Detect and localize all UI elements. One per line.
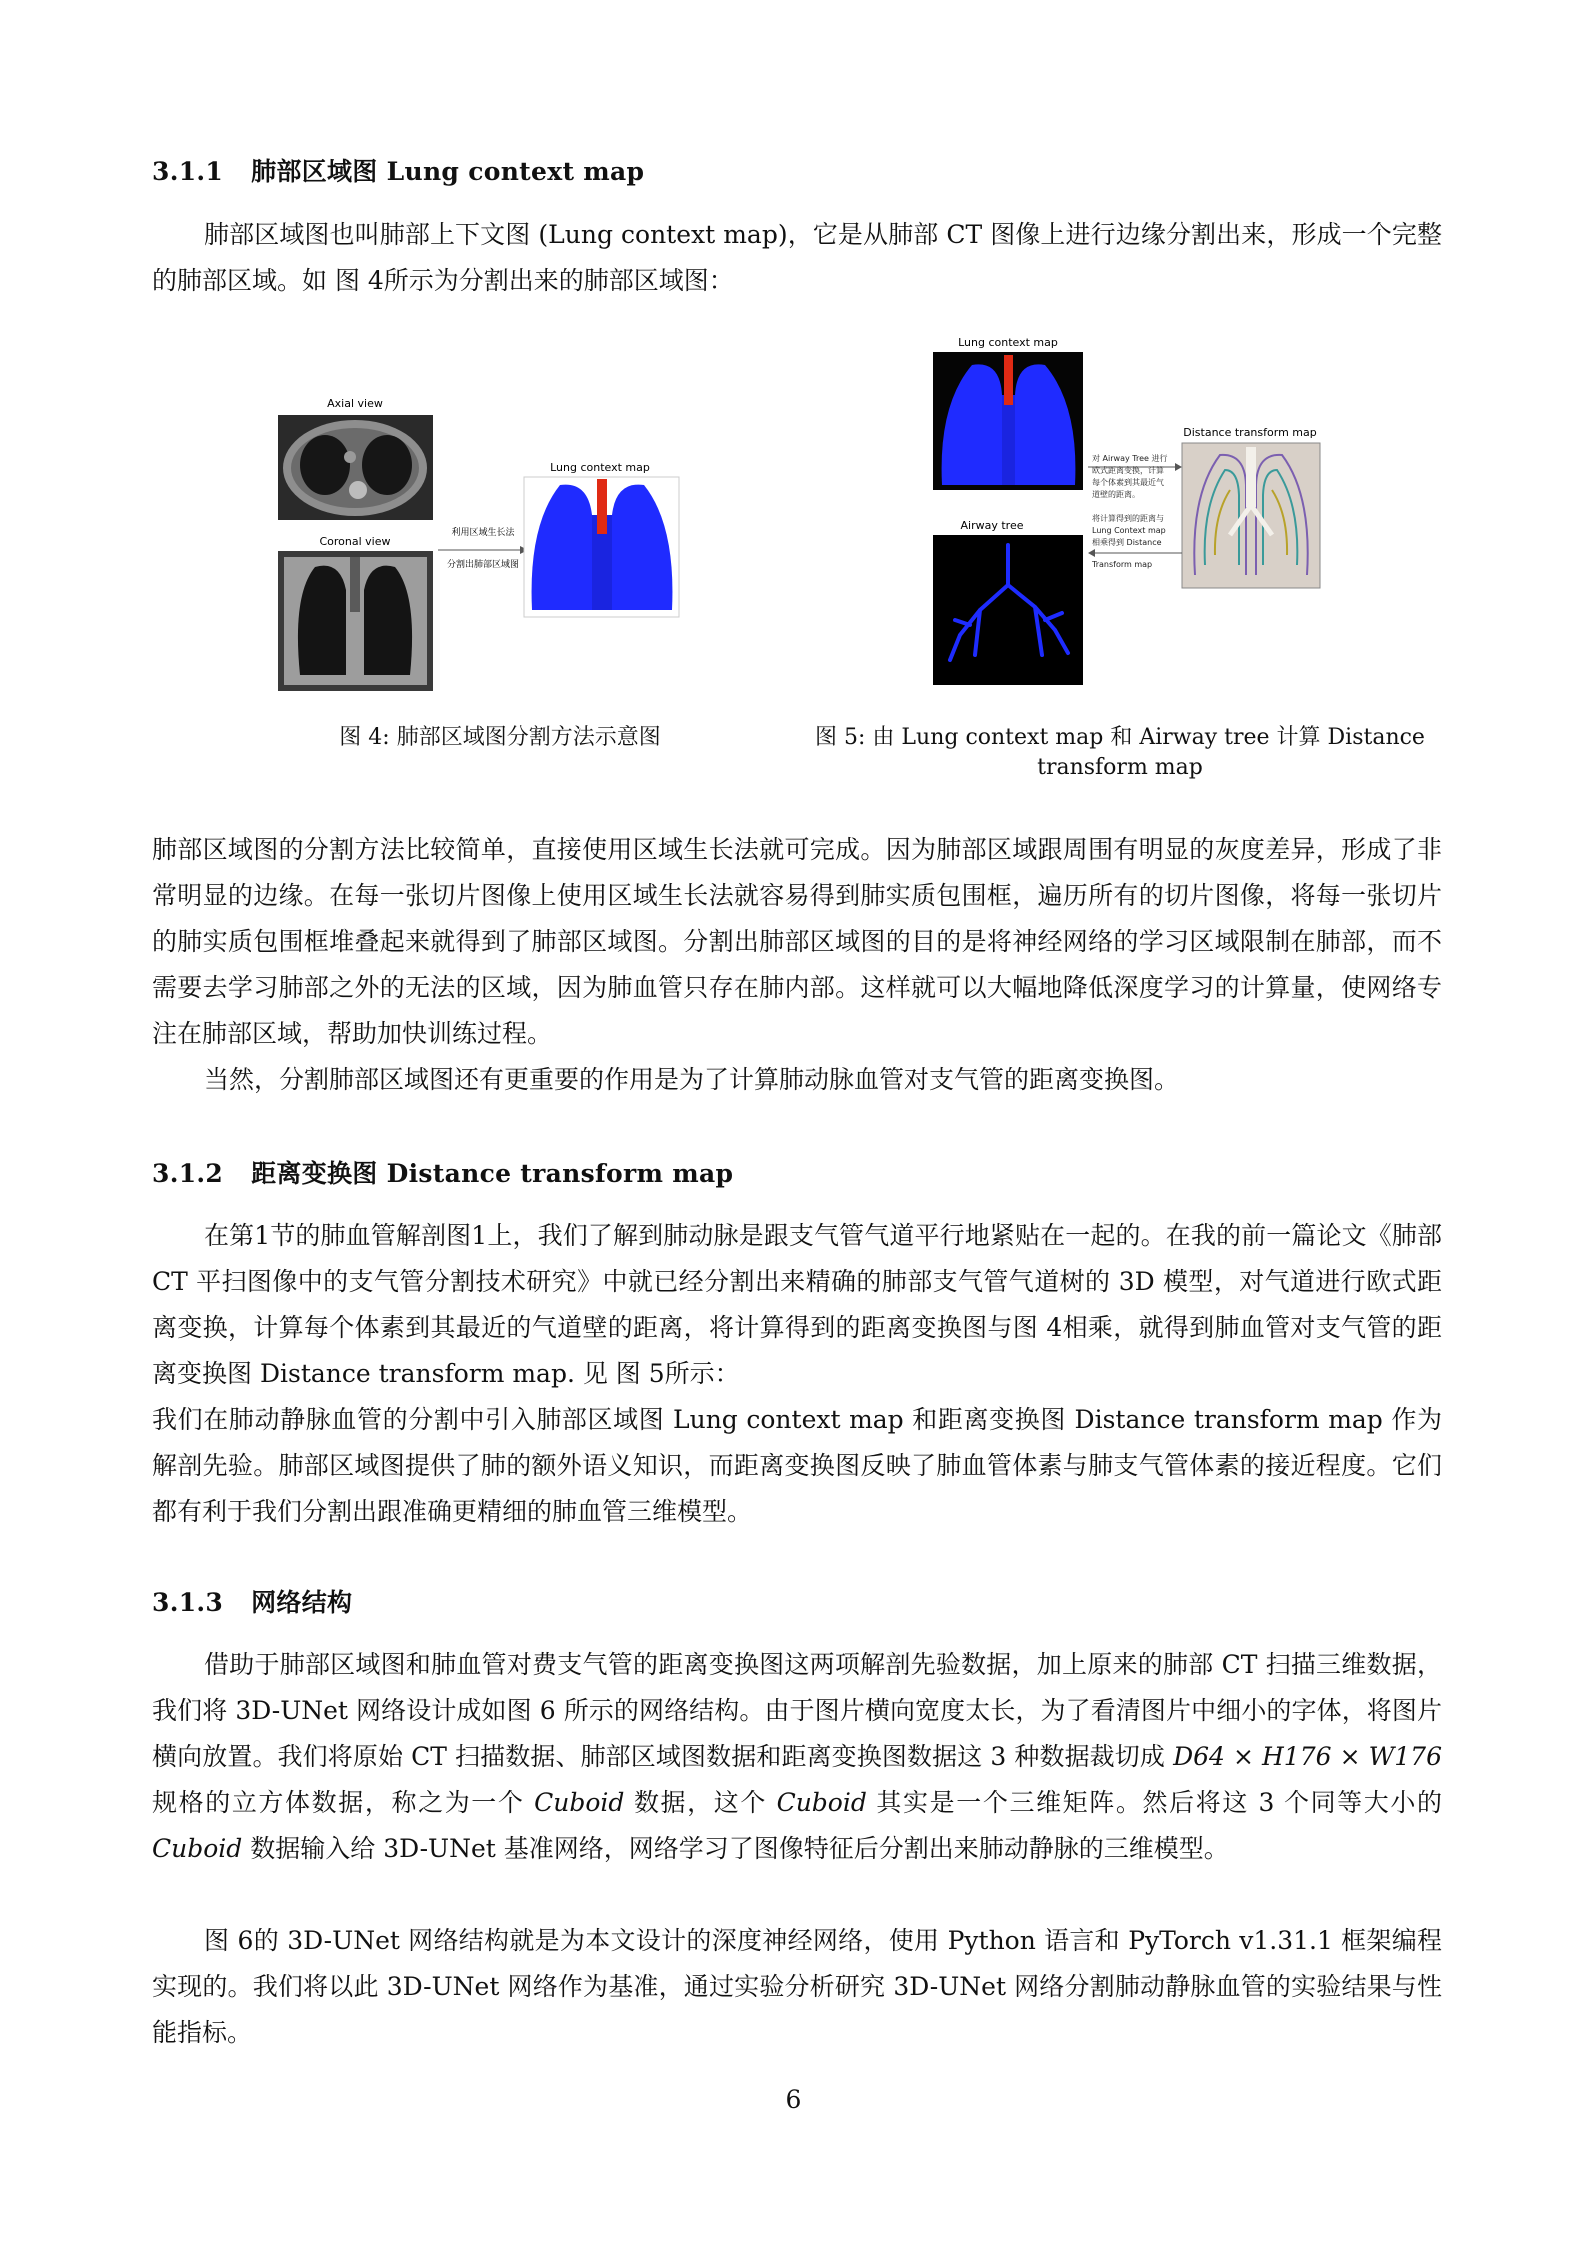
distance-map-label: Distance transform map	[1183, 426, 1317, 439]
section-heading-3-1-1: 3.1.1 肺部区域图 Lung context map	[152, 157, 645, 186]
svg-text:Lung Context map: Lung Context map	[1092, 526, 1166, 535]
page-number: 6	[785, 2085, 802, 2114]
airway-tree-image	[933, 535, 1083, 685]
svg-text:将计算得到的距离与: 将计算得到的距离与	[1092, 514, 1164, 523]
svg-text:对 Airway Tree 进行: 对 Airway Tree 进行	[1092, 454, 1168, 463]
arrow-label-top: 利用区域生长法	[451, 528, 515, 538]
axial-ct-image	[278, 415, 433, 520]
figure-5-caption: 图 5: 由 Lung context map 和 Airway tree 计算 Distance transform map	[815, 725, 1425, 780]
svg-text:每个体素到其最近气: 每个体素到其最近气	[1092, 478, 1164, 487]
cuboid-dimension-math: D64 × H176 × W176	[1173, 1742, 1442, 1771]
fig5-lung-context-image	[933, 352, 1083, 490]
coronal-view-label: Coronal view	[319, 535, 391, 548]
svg-text:相乘得到 Distance: 相乘得到 Distance	[1092, 538, 1162, 547]
fig5-arrow-left	[1088, 549, 1182, 557]
paragraph-7: 图 6的 3D-UNet 网络结构就是为本文设计的深度神经网络，使用 Python 语言和 PyTorch v1.31.1 框架编程实现的。我们将以此 3D-UNet 网络作为基准，通过实验分析研究 3D-UNet 网络分割肺动静脉血管的实验结果与性能指标。	[152, 1926, 1442, 2047]
distance-transform-image	[1182, 443, 1320, 588]
figure-5	[930, 335, 1350, 695]
paragraph-4: 在第1节的肺血管解剖图1上，我们了解到肺动脉是跟支气管气道平行地紧贴在一起的。在我的前一篇论文《肺部 CT 平扫图像中的支气管分割技术研究》中就已经分割出来精确的肺部支气管气道树的 3D 模型，对气道进行欧式距离变换，计算每个体素到其最近的气道壁的距离，将计算得到的距离变换图与图 4相乘，就得到肺血管对支气管的距离变换图 Distance transform map. 见 图 5所示：	[152, 1221, 1442, 1388]
segmentation-arrow	[438, 526, 528, 570]
axial-view-label: Axial view	[327, 397, 383, 410]
svg-text:道壁的距离。: 道壁的距离。	[1092, 490, 1140, 499]
fig5-lung-context-label: Lung context map	[958, 336, 1058, 349]
lung-context-map-label: Lung context map	[550, 461, 650, 474]
fig5-note-2	[1091, 513, 1166, 569]
paragraph-6: 借助于肺部区域图和肺血管对费支气管的距离变换图这两项解剖先验数据，加上原来的肺部 CT 扫描三维数据，我们将 3D-UNet 网络设计成如图 6 所示的网络结构。由于图片横向宽度太长，为了看清图片中细小的字体，将图片横向放置。我们将原始 CT 扫描数据、肺部区域图数据和距离变换图数据这 3 种数据裁切成 D64 × H176 × W176 规格的立方体数据，称之为一个 Cuboid 数据，这个 Cuboid 其实是一个三维矩阵。然后将这 3 个同等大小的 Cuboid 数据输入给 3D-UNet 基准网络，网络学习了图像特征后分割出来肺动静脉的三维模型。	[152, 1650, 1443, 1863]
paragraph-1: 肺部区域图也叫肺部上下文图 (Lung context map)，它是从肺部 CT 图像上进行边缘分割出来，形成一个完整的肺部区域。如 图 4所示为分割出来的肺部区域图：	[152, 220, 1442, 295]
paragraph-5: 我们在肺动静脉血管的分割中引入肺部区域图 Lung context map 和距离变换图 Distance transform map 作为解剖先验。肺部区域图提供了肺的额外语义知识，而距离变换图反映了肺血管体素与肺支气管体素的接近程度。它们都有利于我们分割出跟准确更精细的肺血管三维模型。	[152, 1405, 1442, 1526]
figure-4	[270, 385, 690, 700]
airway-tree-label: Airway tree	[960, 519, 1024, 532]
arrow-label-bottom: 分割出肺部区域图	[446, 560, 520, 570]
figure-4-caption: 图 4: 肺部区域图分割方法示意图	[339, 725, 661, 750]
coronal-ct-image	[278, 551, 433, 691]
paragraph-3: 当然，分割肺部区域图还有更重要的作用是为了计算肺动脉血管对支气管的距离变换图。	[204, 1065, 1180, 1094]
svg-text:欧式距离变换，计算: 欧式距离变换，计算	[1092, 466, 1164, 475]
svg-text:Transform map: Transform map	[1092, 560, 1153, 569]
lung-context-map-image	[524, 477, 679, 617]
fig5-note-1	[1092, 453, 1167, 499]
section-heading-3-1-2: 3.1.2 距离变换图 Distance transform map	[152, 1159, 734, 1188]
paragraph-2: 肺部区域图的分割方法比较简单，直接使用区域生长法就可完成。因为肺部区域跟周围有明显的灰度差异，形成了非常明显的边缘。在每一张切片图像上使用区域生长法就容易得到肺实质包围框，遍历所有的切片图像，将每一张切片的肺实质包围框堆叠起来就得到了肺部区域图。分割出肺部区域图的目的是将神经网络的学习区域限制在肺部，而不需要去学习肺部之外的无法的区域，因为肺血管只存在肺内部。这样就可以大幅地降低深度学习的计算量，使网络专注在肺部区域，帮助加快训练过程。	[152, 835, 1442, 1048]
section-heading-3-1-3: 3.1.3 网络结构	[152, 1588, 353, 1617]
